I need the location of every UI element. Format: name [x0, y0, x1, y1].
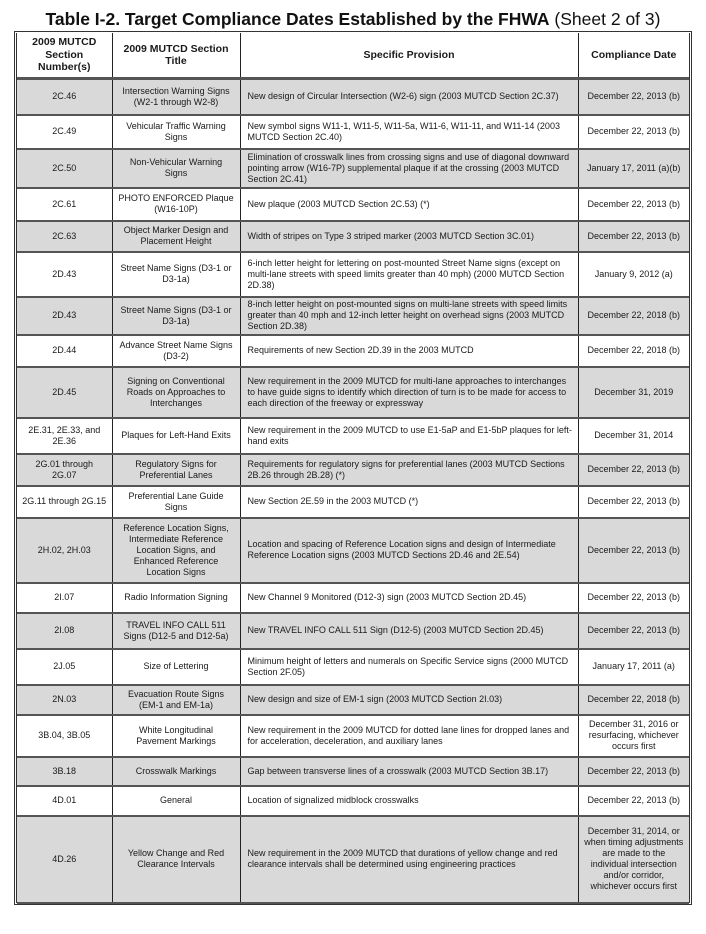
- cell-compliance-date: December 22, 2018 (b): [578, 685, 689, 715]
- header-specific-provision: Specific Provision: [240, 33, 578, 79]
- cell-compliance-date: December 22, 2013 (b): [578, 115, 689, 149]
- table-row: [17, 486, 689, 518]
- cell-section-number: 4D.01: [17, 786, 112, 816]
- cell-specific-provision: New requirement in the 2009 MUTCD that durations of yellow change and red clearance intervals shall be determined using engineering practices: [240, 816, 578, 903]
- cell-section-title: Signing on Conventional Roads on Approaches to Interchanges: [112, 367, 240, 418]
- table-row: [17, 613, 689, 649]
- table-row: [17, 518, 689, 583]
- cell-compliance-date: December 31, 2014, or when timing adjustments are made to the individual intersection and/or corridor, whichever occurs first: [578, 816, 689, 903]
- table-row: [17, 297, 689, 335]
- cell-section-number: 2C.46: [17, 79, 112, 115]
- table-row: [17, 454, 689, 486]
- cell-section-number: 2H.02, 2H.03: [17, 518, 112, 583]
- cell-compliance-date: December 31, 2016 or resurfacing, whichever occurs first: [578, 715, 689, 757]
- cell-section-number: 2N.03: [17, 685, 112, 715]
- cell-section-title: PHOTO ENFORCED Plaque (W16-10P): [112, 188, 240, 221]
- table-row: [17, 188, 689, 221]
- cell-section-title: Regulatory Signs for Preferential Lanes: [112, 454, 240, 486]
- table-row: [17, 252, 689, 297]
- cell-compliance-date: December 22, 2013 (b): [578, 79, 689, 115]
- cell-specific-provision: New design and size of EM-1 sign (2003 MUTCD Section 2I.03): [240, 685, 578, 715]
- cell-section-number: 2G.01 through 2G.07: [17, 454, 112, 486]
- cell-section-number: 2I.07: [17, 583, 112, 613]
- cell-section-title: Advance Street Name Signs (D3-2): [112, 335, 240, 367]
- cell-specific-provision: Elimination of crosswalk lines from crossing signs and use of diagonal downward pointing arrow (W16-7P) supplemental plaque if at the crossing (2003 MUTCD Section 2C.41): [240, 149, 578, 188]
- cell-section-title: Vehicular Traffic Warning Signs: [112, 115, 240, 149]
- table-row: [17, 715, 689, 757]
- cell-compliance-date: December 22, 2013 (b): [578, 583, 689, 613]
- cell-section-title: Plaques for Left-Hand Exits: [112, 418, 240, 454]
- cell-section-title: Evacuation Route Signs (EM-1 and EM-1a): [112, 685, 240, 715]
- cell-compliance-date: January 17, 2011 (a)(b): [578, 149, 689, 188]
- cell-specific-provision: Requirements of new Section 2D.39 in the 2003 MUTCD: [240, 335, 578, 367]
- cell-section-title: Street Name Signs (D3-1 or D3-1a): [112, 252, 240, 297]
- table-caption: [0, 8, 706, 30]
- table-header-row: [17, 33, 689, 79]
- cell-specific-provision: New design of Circular Intersection (W2-6) sign (2003 MUTCD Section 2C.37): [240, 79, 578, 115]
- table-row: [17, 757, 689, 786]
- cell-section-title: Radio Information Signing: [112, 583, 240, 613]
- header-section-title: 2009 MUTCD Section Title: [112, 33, 240, 79]
- cell-section-title: Non-Vehicular Warning Signs: [112, 149, 240, 188]
- cell-specific-provision: New requirement in the 2009 MUTCD to use E1-5aP and E1-5bP plaques for left-hand exits: [240, 418, 578, 454]
- cell-compliance-date: December 22, 2013 (b): [578, 486, 689, 518]
- cell-compliance-date: January 9, 2012 (a): [578, 252, 689, 297]
- cell-specific-provision: New Section 2E.59 in the 2003 MUTCD (*): [240, 486, 578, 518]
- cell-section-number: 3B.04, 3B.05: [17, 715, 112, 757]
- cell-specific-provision: 6-inch letter height for lettering on post-mounted Street Name signs (except on multi-lane streets with speed limits greater than 40 mph) (2000 MUTCD Section 2D.38): [240, 252, 578, 297]
- cell-specific-provision: Location and spacing of Reference Location signs and design of Intermediate Reference Location signs (2003 MUTCD Sections 2D.46 and 2E.54): [240, 518, 578, 583]
- cell-compliance-date: December 31, 2019: [578, 367, 689, 418]
- table-row: [17, 583, 689, 613]
- cell-section-title: Intersection Warning Signs (W2-1 through W2-8): [112, 79, 240, 115]
- table-caption-sheet: (Sheet 2 of 3): [549, 9, 661, 29]
- table-row: [17, 816, 689, 903]
- cell-section-number: 2J.05: [17, 649, 112, 685]
- cell-compliance-date: December 22, 2013 (b): [578, 786, 689, 816]
- cell-specific-provision: New TRAVEL INFO CALL 511 Sign (D12-5) (2003 MUTCD Section 2D.45): [240, 613, 578, 649]
- table-caption-main: Table I-2. Target Compliance Dates Established by the FHWA: [45, 9, 550, 29]
- cell-section-number: 2D.44: [17, 335, 112, 367]
- cell-specific-provision: New requirement in the 2009 MUTCD for dotted lane lines for dropped lanes and for acceleration, deceleration, and auxiliary lanes: [240, 715, 578, 757]
- cell-section-number: 2G.11 through 2G.15: [17, 486, 112, 518]
- cell-specific-provision: New plaque (2003 MUTCD Section 2C.53) (*): [240, 188, 578, 221]
- cell-section-title: Size of Lettering: [112, 649, 240, 685]
- table-row: [17, 786, 689, 816]
- table-row: [17, 367, 689, 418]
- table-row: [17, 335, 689, 367]
- cell-compliance-date: December 22, 2013 (b): [578, 188, 689, 221]
- cell-compliance-date: December 22, 2013 (b): [578, 454, 689, 486]
- table-row: [17, 149, 689, 188]
- cell-compliance-date: January 17, 2011 (a): [578, 649, 689, 685]
- cell-section-number: 3B.18: [17, 757, 112, 786]
- cell-specific-provision: Width of stripes on Type 3 striped marker (2003 MUTCD Section 3C.01): [240, 221, 578, 252]
- cell-section-title: Preferential Lane Guide Signs: [112, 486, 240, 518]
- cell-specific-provision: New requirement in the 2009 MUTCD for multi-lane approaches to interchanges to have guide signs to identify which direction of turn is to be made for access to each direction of the freeway or expressway: [240, 367, 578, 418]
- cell-section-title: White Longitudinal Pavement Markings: [112, 715, 240, 757]
- cell-section-title: Object Marker Design and Placement Height: [112, 221, 240, 252]
- table-row: [17, 221, 689, 252]
- cell-section-number: 2E.31, 2E.33, and 2E.36: [17, 418, 112, 454]
- table-row: [17, 685, 689, 715]
- cell-section-number: 2C.61: [17, 188, 112, 221]
- cell-specific-provision: New symbol signs W11-1, W11-5, W11-5a, W11-6, W11-11, and W11-14 (2003 MUTCD Section 2C.40): [240, 115, 578, 149]
- table-row: [17, 79, 689, 115]
- cell-section-number: 2C.49: [17, 115, 112, 149]
- table-row: [17, 115, 689, 149]
- cell-section-title: TRAVEL INFO CALL 511 Signs (D12-5 and D12-5a): [112, 613, 240, 649]
- compliance-dates-table: [17, 33, 689, 904]
- cell-specific-provision: Gap between transverse lines of a crosswalk (2003 MUTCD Section 3B.17): [240, 757, 578, 786]
- cell-compliance-date: December 31, 2014: [578, 418, 689, 454]
- cell-compliance-date: December 22, 2013 (b): [578, 757, 689, 786]
- cell-specific-provision: Requirements for regulatory signs for preferential lanes (2003 MUTCD Sections 2B.26 through 2B.28) (*): [240, 454, 578, 486]
- header-section-number: 2009 MUTCD Section Number(s): [17, 33, 112, 79]
- cell-section-number: 4D.26: [17, 816, 112, 903]
- table-row: [17, 418, 689, 454]
- header-compliance-date: Compliance Date: [578, 33, 689, 79]
- cell-specific-provision: New Channel 9 Monitored (D12-3) sign (2003 MUTCD Section 2D.45): [240, 583, 578, 613]
- cell-section-number: 2C.50: [17, 149, 112, 188]
- cell-specific-provision: 8-inch letter height on post-mounted signs on multi-lane streets with speed limits greater than 40 mph and 12-inch letter height on overhead signs (2003 MUTCD Section 2D.38): [240, 297, 578, 335]
- cell-specific-provision: Location of signalized midblock crosswalks: [240, 786, 578, 816]
- cell-section-title: Yellow Change and Red Clearance Intervals: [112, 816, 240, 903]
- cell-section-number: 2D.43: [17, 252, 112, 297]
- cell-compliance-date: December 22, 2013 (b): [578, 613, 689, 649]
- cell-compliance-date: December 22, 2013 (b): [578, 518, 689, 583]
- cell-compliance-date: December 22, 2018 (b): [578, 335, 689, 367]
- cell-section-title: Reference Location Signs, Intermediate Reference Location Signs, and Enhanced Reference Location Signs: [112, 518, 240, 583]
- cell-section-title: Street Name Signs (D3-1 or D3-1a): [112, 297, 240, 335]
- cell-section-title: Crosswalk Markings: [112, 757, 240, 786]
- cell-section-title: General: [112, 786, 240, 816]
- cell-compliance-date: December 22, 2018 (b): [578, 297, 689, 335]
- cell-section-number: 2D.43: [17, 297, 112, 335]
- cell-specific-provision: Minimum height of letters and numerals on Specific Service signs (2000 MUTCD Section 2F.05): [240, 649, 578, 685]
- cell-section-number: 2I.08: [17, 613, 112, 649]
- table-row: [17, 649, 689, 685]
- cell-section-number: 2D.45: [17, 367, 112, 418]
- cell-section-number: 2C.63: [17, 221, 112, 252]
- cell-compliance-date: December 22, 2013 (b): [578, 221, 689, 252]
- table-body: [17, 79, 689, 903]
